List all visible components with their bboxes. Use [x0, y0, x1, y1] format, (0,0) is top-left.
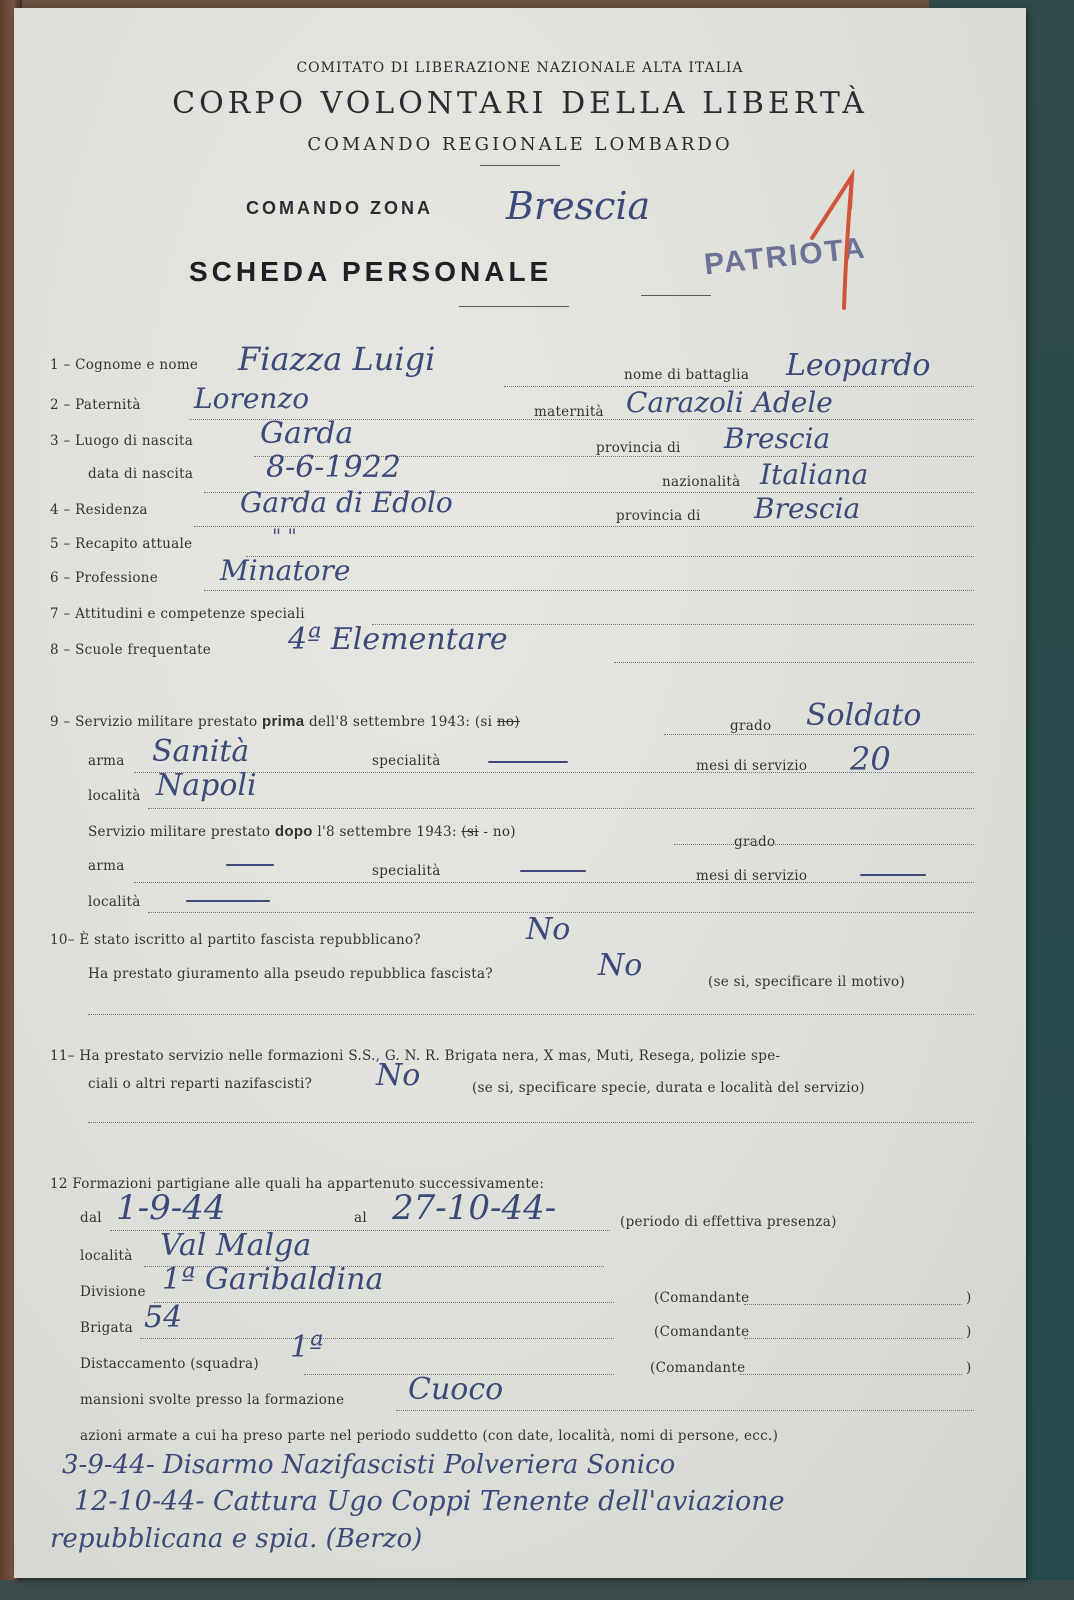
azioni-line-1: 3-9-44- Disarmo Nazifascisti Polveriera Sonico: [62, 1450, 676, 1480]
dal-value: 1-9-44: [116, 1188, 226, 1228]
loc-value: Val Malga: [160, 1228, 312, 1263]
post-grado-label: grado: [734, 834, 776, 850]
post-arma-line: [134, 882, 974, 883]
desk-background-bottom: [0, 1580, 1074, 1600]
periodo-note: (periodo di effettiva presenza): [620, 1214, 837, 1230]
field-3-value: Garda: [260, 416, 354, 451]
brig-comandante-line: [744, 1338, 962, 1339]
post-loc-label: località: [88, 894, 141, 910]
dist-comandante-label: (Comandante: [650, 1360, 746, 1376]
brig-comandante-label: (Comandante: [654, 1324, 750, 1340]
field-11-value: No: [376, 1058, 421, 1093]
field-3c-label: data di nascita: [88, 466, 194, 482]
header-rule: [480, 165, 560, 166]
field-10b-note: (se si, specificare il motivo): [708, 974, 906, 990]
pre-spec-dash: [488, 761, 568, 763]
dist-value: 1ª: [290, 1330, 324, 1365]
post-loc-dash: [186, 900, 270, 902]
pre-mesi-value: 20: [850, 740, 891, 778]
field-1-label: 1 – Cognome e nome: [50, 357, 199, 373]
field-6-line: [204, 590, 974, 591]
field-12-label: 12 Formazioni partigiane alle quali ha appartenuto successivamente:: [50, 1176, 545, 1192]
pre-mesi-label: mesi di servizio: [696, 758, 808, 774]
field-11-note: (se si, specificare specie, durata e località del servizio): [472, 1080, 865, 1096]
field-1b-label: nome di battaglia: [624, 367, 750, 383]
post-spec-label: specialità: [372, 863, 441, 879]
field-10a-label: 10– È stato iscritto al partito fascista repubblicano?: [50, 932, 421, 948]
field-10b-value: No: [598, 948, 643, 983]
loc-label: località: [80, 1248, 133, 1264]
field-9-bold: prima: [262, 713, 305, 730]
mansioni-line: [396, 1410, 974, 1411]
div-label: Divisione: [80, 1284, 146, 1300]
brig-label: Brigata: [80, 1320, 133, 1336]
field-2-value: Lorenzo: [194, 382, 310, 415]
field-2b-label: maternità: [534, 404, 604, 420]
field-3b-value: Brescia: [724, 422, 831, 455]
pre-loc-line: [148, 808, 974, 809]
pre-loc-value: Napoli: [156, 768, 257, 803]
azioni-label: azioni armate a cui ha preso parte nel periodo suddetto (con date, località, nomi di persone, ecc.): [80, 1428, 779, 1444]
post-arma-dash: [226, 864, 274, 866]
field-6-value: Minatore: [220, 554, 351, 587]
field-4b-value: Brescia: [754, 492, 861, 525]
field-1b-value: Leopardo: [786, 348, 931, 383]
post-label-b: l'8 settembre 1943:: [317, 824, 457, 840]
al-value: 27-10-44-: [392, 1188, 557, 1228]
field-4-line: [194, 526, 974, 527]
post-label: [88, 823, 516, 840]
document-sheet: [14, 8, 1026, 1578]
post-si-struck: (si: [461, 824, 479, 840]
dist-comandante-line: [740, 1374, 962, 1375]
header-line-1: COMITATO DI LIBERAZIONE NAZIONALE ALTA ITALIA: [296, 60, 744, 76]
field-5-label: 5 – Recapito attuale: [50, 536, 193, 552]
field-6-label: 6 – Professione: [50, 570, 159, 586]
field-5-line: [246, 556, 974, 557]
dist-comandante-close: ): [966, 1360, 972, 1376]
field-10-line: [88, 1014, 974, 1015]
mansioni-value: Cuoco: [408, 1372, 504, 1407]
field-2b-value: Carazoli Adele: [626, 386, 833, 419]
post-mesi-dash: [860, 874, 926, 876]
field-9-label-b: dell'8 settembre 1943: (si: [308, 714, 493, 730]
post-spec-dash: [520, 870, 586, 872]
brig-comandante-close: ): [966, 1324, 972, 1340]
azioni-line-2: 12-10-44- Cattura Ugo Coppi Tenente dell'aviazione: [74, 1486, 785, 1517]
mansioni-label: mansioni svolte presso la formazione: [80, 1392, 345, 1408]
field-11-line2: ciali o altri reparti nazifascisti?: [88, 1076, 313, 1092]
dist-label: Distaccamento (squadra): [80, 1356, 259, 1372]
field-7-label: 7 – Attitudini e competenze speciali: [50, 606, 305, 622]
field-10a-value: No: [526, 912, 571, 947]
div-comandante-line: [744, 1304, 962, 1305]
post-grado-line: [674, 844, 974, 845]
field-3d-label: nazionalità: [662, 474, 741, 490]
header-line-3: COMANDO REGIONALE LOMBARDO: [307, 134, 733, 155]
pre-grado-value: Soldato: [806, 698, 922, 733]
pre-spec-label: specialità: [372, 753, 441, 769]
field-9-no-struck: no): [496, 714, 520, 730]
div-comandante-label: (Comandante: [654, 1290, 750, 1306]
pre-arma-value: Sanità: [152, 734, 250, 769]
header-line-2: CORPO VOLONTARI DELLA LIBERTÀ: [172, 86, 868, 121]
field-8-value: 4ª Elementare: [288, 622, 508, 657]
pre-arma-line: [134, 772, 974, 773]
page-title: SCHEDA PERSONALE: [189, 256, 553, 287]
field-3b-label: provincia di: [596, 440, 681, 456]
div-value: 1ª Garibaldina: [162, 1262, 384, 1297]
red-number-mark: [794, 168, 864, 318]
field-4b-label: provincia di: [616, 508, 701, 524]
field-1-value: Fiazza Luigi: [238, 340, 436, 378]
brig-value: 54: [144, 1300, 183, 1335]
field-9-label: [50, 713, 520, 730]
post-label-a: Servizio militare prestato: [88, 824, 271, 840]
pre-arma-label: arma: [88, 753, 125, 769]
field-4-label: 4 – Residenza: [50, 502, 148, 518]
post-mesi-label: mesi di servizio: [696, 868, 808, 884]
al-label: al: [354, 1210, 367, 1226]
field-3d-value: Italiana: [760, 458, 869, 491]
title-rule: [459, 306, 569, 307]
field-10b-label: Ha prestato giuramento alla pseudo repubblica fascista?: [88, 966, 493, 982]
azioni-line-3: repubblicana e spia. (Berzo): [50, 1524, 423, 1554]
post-no: - no): [483, 824, 516, 840]
field-11-line: [88, 1122, 974, 1123]
title-underline: [641, 295, 711, 296]
field-5-value: " ": [272, 524, 297, 548]
field-8-line: [614, 662, 974, 663]
brig-line: [140, 1338, 614, 1339]
post-arma-label: arma: [88, 858, 125, 874]
field-4-value: Garda di Edolo: [240, 486, 453, 519]
patriota-stamp: PATRIOTA: [702, 231, 868, 282]
zona-label: COMANDO ZONA: [246, 198, 433, 218]
dal-label: dal: [80, 1210, 102, 1226]
div-line: [154, 1302, 614, 1303]
pre-grado-line: [664, 734, 974, 735]
field-2-label: 2 – Paternità: [50, 397, 141, 413]
post-bold: dopo: [274, 823, 313, 840]
field-8-label: 8 – Scuole frequentate: [50, 642, 212, 658]
pre-loc-label: località: [88, 788, 141, 804]
field-3-label: 3 – Luogo di nascita: [50, 433, 194, 449]
div-comandante-close: ): [966, 1290, 972, 1306]
zona-value: Brescia: [506, 184, 651, 228]
pre-grado-label: grado: [730, 718, 772, 734]
field-11-line1: 11– Ha prestato servizio nelle formazioni S.S., G. N. R. Brigata nera, X mas, Muti, Resega, polizie spe-: [50, 1048, 781, 1064]
field-3c-value: 8-6-1922: [266, 450, 401, 485]
field-9-label-a: 9 – Servizio militare prestato: [50, 714, 258, 730]
